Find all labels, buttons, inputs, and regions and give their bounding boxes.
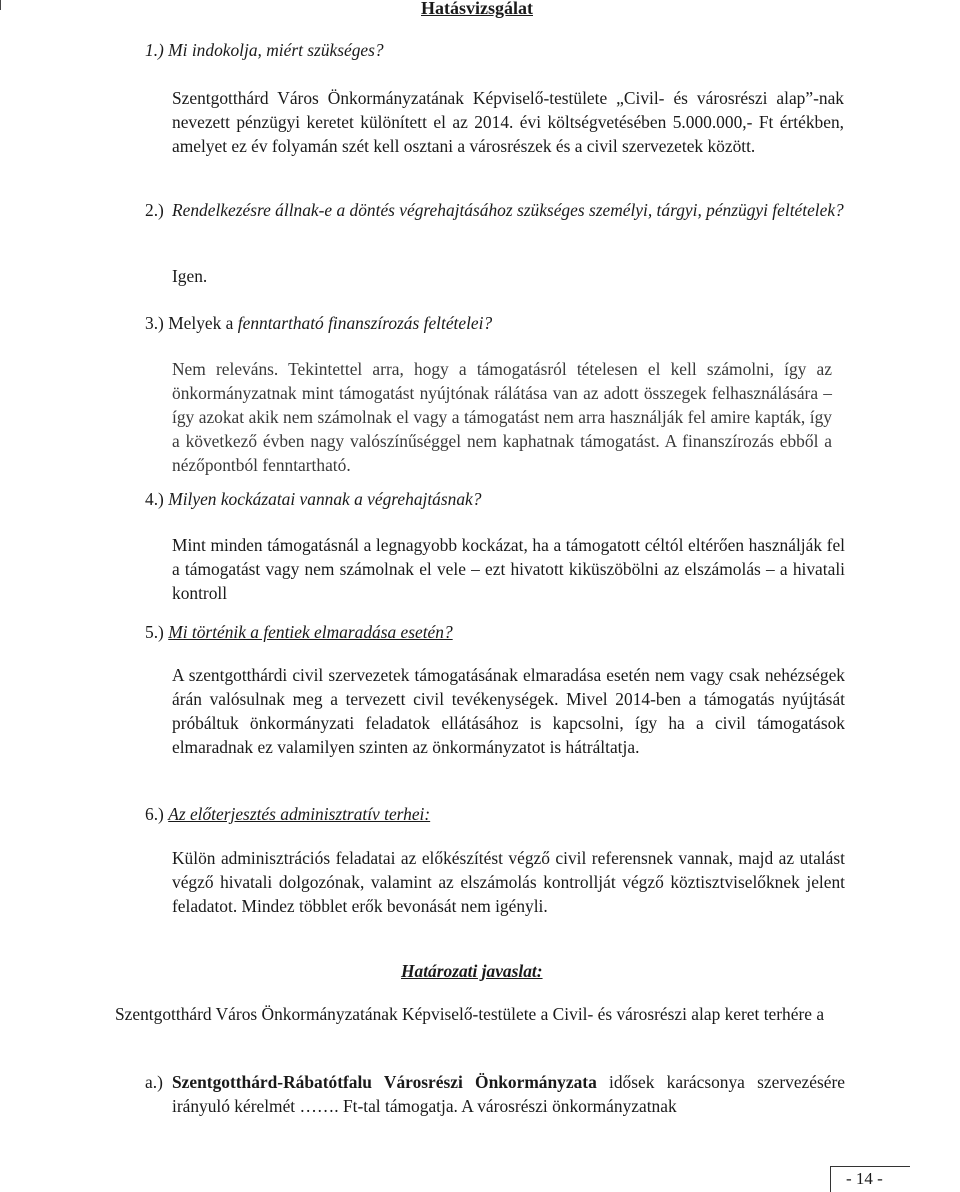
q6-answer: Külön adminisztrációs feladatai az előkészítést végző civil referensnek vannak, majd az utalást végző hivatali dolgozónak, valamint az elszámolás kontrollját végző köztisztviselőknek jelent feladatot. Mindez többlet erők bevonását nem igényli. bbox=[172, 848, 845, 916]
q2-number: 2.) bbox=[145, 200, 164, 220]
item-a-body: idősek karácsonya szervezésére irányuló kérelmét ……. Ft-tal támogatja. A városrészi önkormányzatnak bbox=[172, 1072, 845, 1116]
q4-number: 4.) bbox=[145, 489, 164, 509]
q1-answer: Szentgotthárd Város Önkormányzatának Képviselő-testülete „Civil- és városrészi alap”-nak nevezett pénzügyi keretet különített el az 2014. évi költségvetésében 5.000.000,- Ft értékben, amelyet ez év folyamán szét kell osztani a városrészek és a civil szervezetek között. bbox=[172, 88, 844, 156]
q2-block bbox=[145, 198, 845, 222]
q3-number: 3.) bbox=[145, 313, 164, 333]
q3-question-italic: fenntartható finanszírozás feltételei? bbox=[237, 313, 493, 333]
footer-rule bbox=[830, 1166, 910, 1167]
q6-number: 6.) bbox=[145, 804, 164, 824]
q2-question: Rendelkezésre állnak-e a döntés végrehajtásához szükséges személyi, tárgyi, pénzügyi feltételek? bbox=[172, 200, 844, 220]
page-number: - 14 - bbox=[846, 1169, 883, 1188]
top-right-mark bbox=[0, 0, 1, 10]
item-a-bold: Szentgotthárd-Rábatótfalu Városrészi Önkormányzata bbox=[172, 1072, 597, 1092]
resolution-intro: Szentgotthárd Város Önkormányzatának Képviselő-testülete a Civil- és városrészi alap keret terhére a bbox=[115, 1004, 825, 1024]
q5-answer: A szentgotthárdi civil szervezetek támogatásának elmaradása esetén nem vagy csak nehézségek árán valósulnak meg a tervezett civil tevékenységek. Mivel 2014-ben a támogatás nyújtását próbáltuk önkormányzati feladatok ellátásához is kapcsolni, így ha a civil támogatások elmaradnak ez valamilyen szinten az önkormányzatot is hátráltatja. bbox=[172, 665, 845, 757]
q3-answer: Nem releváns. Tekintettel arra, hogy a támogatásról tételesen el kell számolni, így az önkormányzatnak mint támogatást nyújtónak rálátása van az adott összegek felhasználására – így azokat akik nem számolnak el vagy a támogatást nem arra használják fel amire kapták, így a következő évben nagy valószínűséggel nem kaphatnak támogatást. A finanszírozás ebből a nézőpontból fenntartható. bbox=[172, 359, 832, 475]
q1-question: 1.) Mi indokolja, miért szükséges? bbox=[145, 40, 384, 60]
q6-block bbox=[145, 802, 845, 826]
q5-question: Mi történik a fentiek elmaradása esetén? bbox=[168, 622, 453, 642]
q5-block bbox=[145, 620, 845, 644]
item-a-text bbox=[172, 1070, 845, 1118]
q2-answer: Igen. bbox=[172, 266, 208, 286]
page-title: Hatásvizsgálat bbox=[421, 0, 533, 18]
q4-answer: Mint minden támogatásnál a legnagyobb kockázat, ha a támogatott céltól eltérően használják fel a támogatást vagy nem számolnak el vele – ezt hivatott kiküszöbölni az elszámolás – a hivatali kontroll bbox=[172, 535, 845, 603]
q5-number: 5.) bbox=[145, 622, 164, 642]
resolution-heading: Határozati javaslat: bbox=[401, 961, 543, 981]
q3-block bbox=[145, 311, 845, 335]
q4-block bbox=[145, 487, 845, 511]
q3-question-plain: Melyek a bbox=[168, 313, 234, 333]
item-a-label: a.) bbox=[145, 1072, 163, 1092]
q6-question: Az előterjesztés adminisztratív terhei: bbox=[168, 804, 431, 824]
q4-question: Milyen kockázatai vannak a végrehajtásnak? bbox=[168, 489, 482, 509]
footer-vrule bbox=[830, 1166, 831, 1192]
page-footer bbox=[830, 1166, 910, 1192]
resolution-item-a bbox=[145, 1070, 845, 1118]
